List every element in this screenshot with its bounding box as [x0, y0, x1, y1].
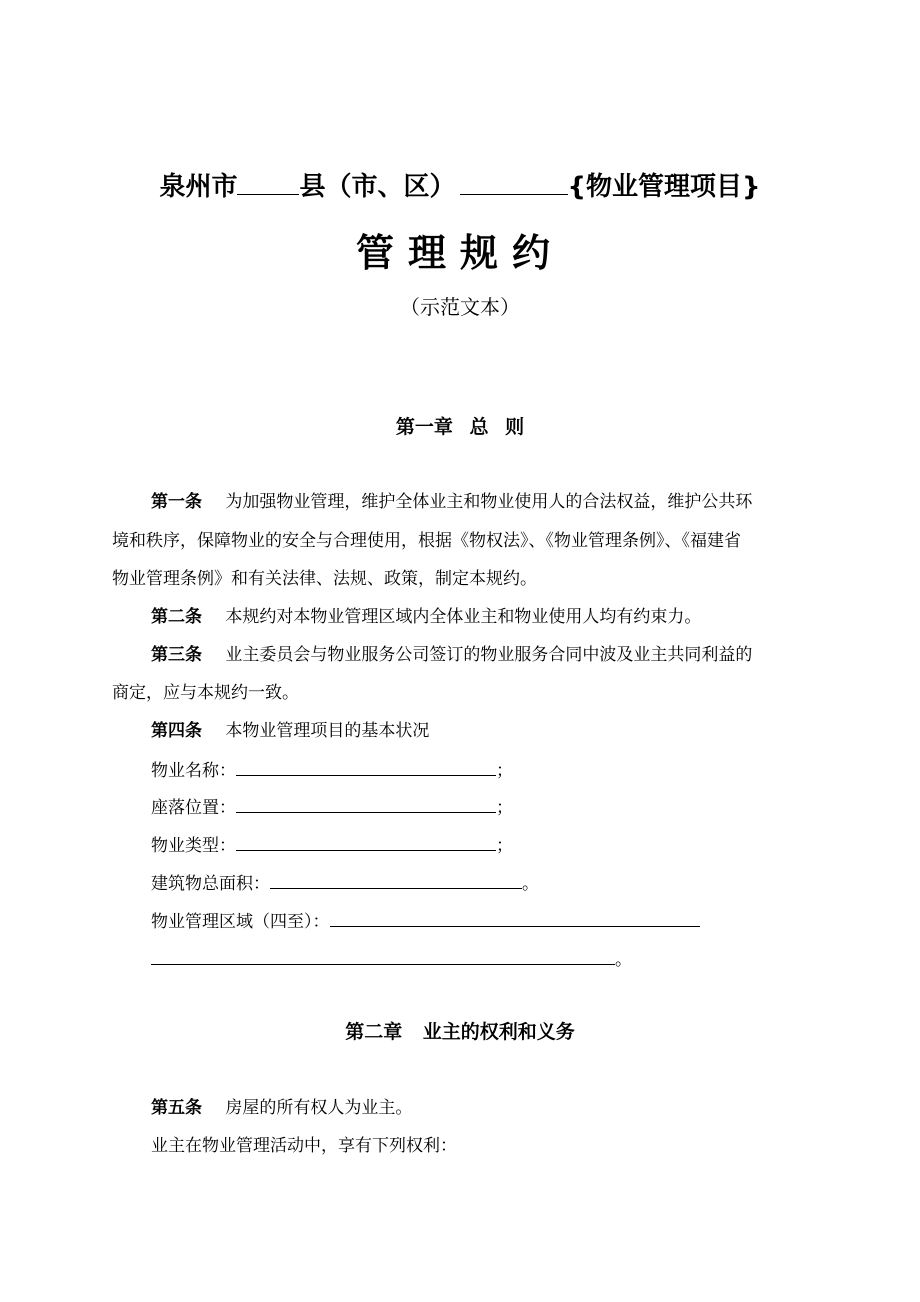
document-main-title: 管理规约 [355, 231, 564, 275]
article-1-line-2: 境和秩序，保障物业的安全与合理使用，根据《物权法》、《物业管理条例》、《福建省 [112, 531, 741, 551]
county-label: 县（市、区） [299, 172, 456, 202]
owner-rights-intro: 业主在物业管理活动中，享有下列权利： [151, 1136, 457, 1156]
chapter-two-title: 第二章 业主的权利和义务 [345, 1021, 575, 1043]
management-region-blank-1[interactable] [330, 906, 700, 927]
article-1-text-1: 为加强物业管理，维护全体业主和物业使用人的合法权益，维护公共环 [225, 492, 753, 512]
management-region-blank-2[interactable] [151, 944, 615, 965]
article-5 [151, 1093, 412, 1118]
article-2 [151, 602, 701, 627]
document-subtitle: （示范文本） [400, 295, 520, 319]
article-5-label: 第五条 [151, 1098, 202, 1118]
field-management-region [151, 906, 700, 932]
article-1-label: 第一条 [151, 492, 202, 512]
field-semicolon: ； [496, 761, 513, 781]
field-location [151, 792, 513, 818]
article-2-label: 第二条 [151, 607, 202, 627]
article-3-label: 第三条 [151, 645, 202, 665]
project-label: {物业管理项目} [567, 172, 761, 202]
article-1-line-1 [151, 487, 752, 512]
article-3-text-1: 业主委员会与物业服务公司签订的物业服务合同中波及业主共同利益的 [225, 645, 753, 665]
city-name: 泉州市 [159, 172, 238, 202]
field-property-name [151, 755, 513, 781]
total-area-blank[interactable] [270, 868, 522, 889]
field-semicolon: ； [496, 836, 513, 856]
field-semicolon: ； [496, 798, 513, 818]
field-total-area-label: 建筑物总面积： [151, 874, 270, 894]
article-3-line-1 [151, 640, 752, 665]
document-title-line [0, 166, 920, 203]
article-4-text: 本物业管理项目的基本状况 [225, 721, 430, 741]
field-location-label: 座落位置： [151, 798, 236, 818]
article-5-text: 房屋的所有权人为业主。 [225, 1098, 413, 1118]
district-blank[interactable] [460, 174, 568, 195]
field-period: 。 [615, 950, 632, 970]
article-3-line-2: 商定，应与本规约一致。 [112, 683, 299, 703]
article-4 [151, 716, 429, 741]
county-blank[interactable] [237, 174, 299, 195]
article-1-line-3: 物业管理条例》和有关法律、法规、政策，制定本规约。 [112, 569, 537, 589]
property-type-blank[interactable] [236, 830, 496, 851]
chapter-one-title: 第一章 总 则 [395, 416, 525, 438]
field-total-area [151, 868, 539, 894]
article-4-label: 第四条 [151, 721, 202, 741]
field-property-type [151, 830, 513, 856]
field-period: 。 [522, 874, 539, 894]
article-2-text: 本规约对本物业管理区域内全体业主和物业使用人均有约束力。 [225, 607, 702, 627]
field-management-region-cont [151, 944, 632, 970]
field-management-region-label: 物业管理区域（四至）： [151, 912, 330, 932]
field-property-type-label: 物业类型： [151, 836, 236, 856]
field-property-name-label: 物业名称： [151, 761, 236, 781]
property-name-blank[interactable] [236, 755, 496, 776]
location-blank[interactable] [236, 792, 496, 813]
